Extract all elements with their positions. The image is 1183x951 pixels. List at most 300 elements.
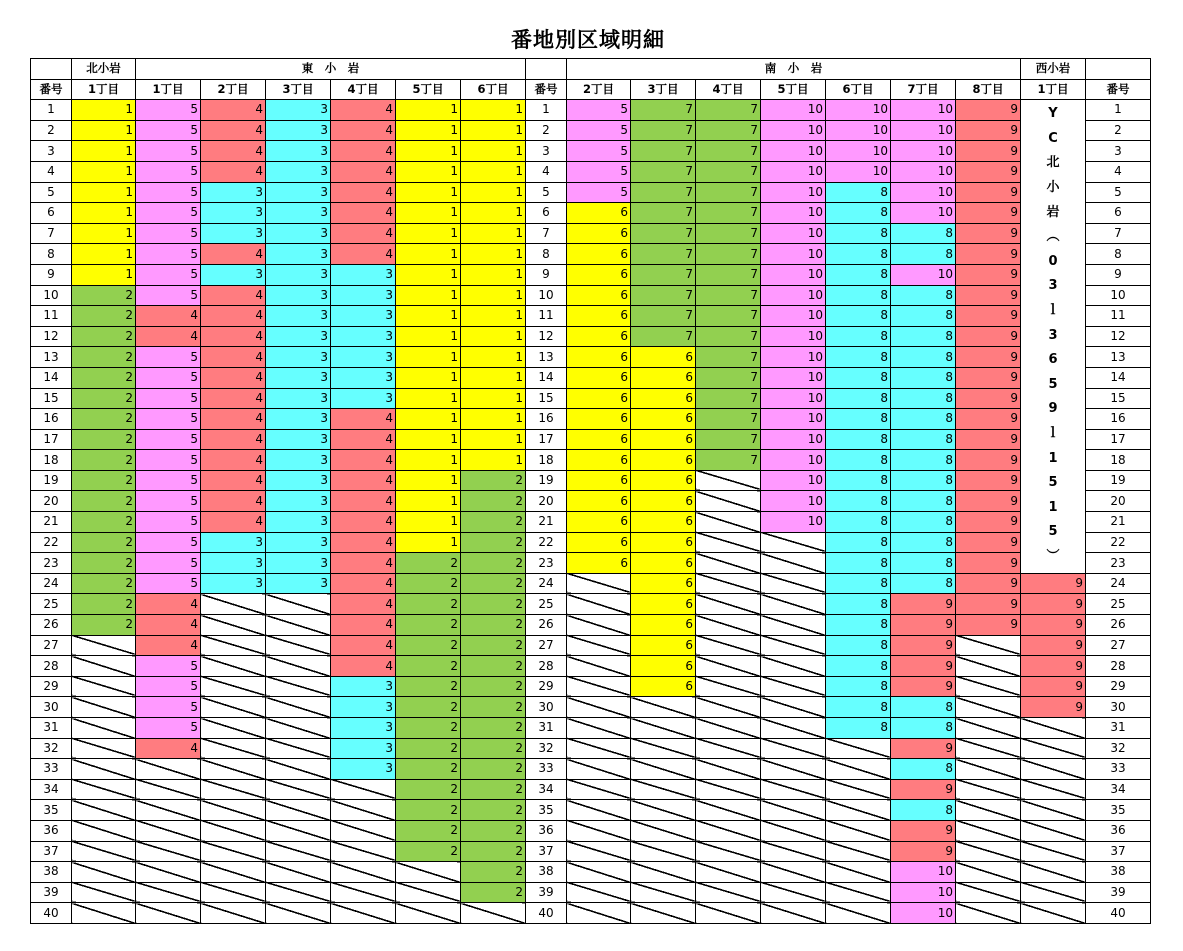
district-cell: 8: [826, 656, 891, 677]
district-cell: 8: [891, 326, 956, 347]
empty-cell: [761, 903, 826, 924]
row-number: 17: [31, 429, 72, 450]
row-number: 10: [526, 285, 567, 306]
table-row: [31, 779, 1151, 800]
district-cell: 9: [891, 820, 956, 841]
district-cell: 2: [72, 326, 136, 347]
empty-cell: [201, 635, 266, 656]
district-cell: 3: [266, 203, 331, 224]
district-cell: 5: [567, 161, 631, 182]
district-cell: 7: [631, 326, 696, 347]
empty-cell: [567, 779, 631, 800]
district-cell: 7: [631, 285, 696, 306]
district-cell: 1: [461, 203, 526, 224]
district-cell: 9: [956, 470, 1021, 491]
district-cell: 2: [461, 759, 526, 780]
empty-cell: [201, 759, 266, 780]
table-row: [31, 635, 1151, 656]
district-cell: 10: [891, 903, 956, 924]
row-number: 10: [31, 285, 72, 306]
row-number: 40: [31, 903, 72, 924]
district-cell: 1: [396, 491, 461, 512]
district-cell: 4: [201, 450, 266, 471]
row-number: 7: [31, 223, 72, 244]
column-header: 3丁目: [631, 79, 696, 100]
district-cell: 2: [461, 718, 526, 739]
empty-cell: [266, 903, 331, 924]
district-cell: 1: [396, 264, 461, 285]
row-number: 23: [526, 553, 567, 574]
district-cell: 3: [266, 491, 331, 512]
district-cell: 6: [631, 347, 696, 368]
district-cell: 10: [826, 161, 891, 182]
row-number: 30: [526, 697, 567, 718]
row-number: 35: [1086, 800, 1151, 821]
row-number: 9: [31, 264, 72, 285]
district-cell: 5: [567, 120, 631, 141]
row-number: 30: [1086, 697, 1151, 718]
table-body: [31, 100, 1151, 924]
row-number: 17: [1086, 429, 1151, 450]
district-cell: 3: [266, 388, 331, 409]
district-cell: 8: [891, 367, 956, 388]
empty-cell: [696, 882, 761, 903]
table-row: [31, 409, 1151, 430]
district-cell: 2: [461, 697, 526, 718]
table-row: [31, 367, 1151, 388]
row-number: 16: [1086, 409, 1151, 430]
district-cell: 2: [461, 882, 526, 903]
column-header: 5丁目: [396, 79, 461, 100]
district-cell: 1: [461, 450, 526, 471]
district-cell: 6: [567, 285, 631, 306]
district-cell: 4: [136, 594, 201, 615]
district-cell: 4: [201, 470, 266, 491]
row-number: 4: [1086, 161, 1151, 182]
empty-cell: [72, 841, 136, 862]
district-cell: 2: [72, 615, 136, 636]
empty-cell: [1021, 738, 1086, 759]
empty-cell: [72, 718, 136, 739]
district-cell: 6: [567, 388, 631, 409]
table-row: [31, 244, 1151, 265]
empty-cell: [331, 841, 396, 862]
district-cell: 4: [136, 635, 201, 656]
district-cell: 10: [891, 120, 956, 141]
district-cell: 4: [331, 512, 396, 533]
district-cell: 7: [696, 100, 761, 121]
district-cell: 5: [136, 697, 201, 718]
district-cell: 5: [136, 553, 201, 574]
district-cell: 2: [72, 594, 136, 615]
empty-cell: [761, 553, 826, 574]
header-group-minamikoiwa: 南 小 岩: [567, 59, 1021, 80]
district-cell: 10: [761, 470, 826, 491]
row-number: 36: [31, 820, 72, 841]
district-cell: 1: [461, 367, 526, 388]
empty-cell: [567, 903, 631, 924]
empty-cell: [72, 676, 136, 697]
district-cell: 6: [567, 347, 631, 368]
district-cell: 3: [266, 223, 331, 244]
row-number: 3: [31, 141, 72, 162]
district-cell: 3: [266, 367, 331, 388]
district-cell: 2: [396, 738, 461, 759]
district-cell: 1: [396, 409, 461, 430]
empty-cell: [72, 738, 136, 759]
district-cell: 5: [567, 141, 631, 162]
empty-cell: [1021, 718, 1086, 739]
district-cell: 3: [266, 100, 331, 121]
district-cell: 8: [826, 285, 891, 306]
district-cell: 8: [826, 697, 891, 718]
empty-cell: [72, 820, 136, 841]
table-row: [31, 615, 1151, 636]
empty-cell: [761, 594, 826, 615]
district-cell: 5: [136, 285, 201, 306]
district-cell: 9: [956, 388, 1021, 409]
empty-cell: [72, 882, 136, 903]
district-cell: 6: [567, 450, 631, 471]
row-number: 14: [31, 367, 72, 388]
table-row: [31, 450, 1151, 471]
district-cell: 2: [72, 512, 136, 533]
yc-char: ｌ: [1046, 302, 1060, 318]
table-row: [31, 264, 1151, 285]
empty-cell: [136, 800, 201, 821]
empty-cell: [201, 862, 266, 883]
district-cell: 1: [396, 141, 461, 162]
district-cell: 4: [201, 120, 266, 141]
district-cell: 1: [461, 306, 526, 327]
row-number: 5: [1086, 182, 1151, 203]
district-cell: 3: [201, 223, 266, 244]
district-cell: 9: [956, 409, 1021, 430]
empty-cell: [696, 820, 761, 841]
district-cell: 9: [956, 615, 1021, 636]
district-cell: 10: [891, 182, 956, 203]
district-cell: 7: [631, 223, 696, 244]
row-number: 20: [31, 491, 72, 512]
district-cell: 6: [567, 491, 631, 512]
district-cell: 4: [331, 615, 396, 636]
row-number: 31: [1086, 718, 1151, 739]
row-number: 34: [31, 779, 72, 800]
district-cell: 8: [826, 470, 891, 491]
district-cell: 10: [761, 347, 826, 368]
district-cell: 4: [331, 223, 396, 244]
district-cell: 7: [696, 347, 761, 368]
empty-cell: [761, 656, 826, 677]
empty-cell: [1021, 779, 1086, 800]
district-cell: 2: [461, 656, 526, 677]
district-cell: 2: [72, 306, 136, 327]
row-number: 40: [1086, 903, 1151, 924]
district-cell: 5: [136, 409, 201, 430]
row-number: 21: [526, 512, 567, 533]
district-cell: 7: [696, 285, 761, 306]
district-cell: 3: [266, 470, 331, 491]
district-cell: 1: [396, 285, 461, 306]
district-cell: 1: [461, 264, 526, 285]
district-cell: 10: [761, 285, 826, 306]
district-cell: 9: [891, 615, 956, 636]
empty-cell: [136, 841, 201, 862]
district-cell: 2: [461, 532, 526, 553]
district-cell: 6: [631, 553, 696, 574]
district-cell: 3: [266, 161, 331, 182]
district-cell: 10: [891, 264, 956, 285]
row-number: 11: [31, 306, 72, 327]
district-cell: 9: [956, 512, 1021, 533]
district-cell: 9: [956, 182, 1021, 203]
district-cell: 1: [72, 203, 136, 224]
district-cell: 8: [891, 244, 956, 265]
district-cell: 2: [396, 759, 461, 780]
district-cell: 3: [266, 409, 331, 430]
yc-char: 3: [1048, 278, 1058, 294]
district-cell: 9: [956, 532, 1021, 553]
empty-cell: [461, 903, 526, 924]
district-cell: 10: [761, 244, 826, 265]
empty-cell: [72, 656, 136, 677]
empty-cell: [331, 862, 396, 883]
empty-cell: [956, 697, 1021, 718]
district-cell: 8: [826, 615, 891, 636]
table-row: [31, 841, 1151, 862]
table-row: [31, 161, 1151, 182]
district-cell: 8: [891, 285, 956, 306]
table-row: [31, 800, 1151, 821]
district-cell: 10: [891, 862, 956, 883]
district-cell: 7: [696, 141, 761, 162]
district-cell: 1: [461, 120, 526, 141]
district-cell: 1: [461, 161, 526, 182]
row-number: 39: [526, 882, 567, 903]
district-cell: 9: [956, 429, 1021, 450]
table-row: [31, 388, 1151, 409]
district-cell: 6: [567, 512, 631, 533]
district-cell: 4: [331, 470, 396, 491]
district-cell: 4: [201, 100, 266, 121]
header-group-row: [31, 59, 1151, 80]
district-cell: 7: [696, 367, 761, 388]
column-header: 2丁目: [201, 79, 266, 100]
empty-cell: [396, 862, 461, 883]
district-cell: 1: [396, 326, 461, 347]
district-cell: 3: [201, 182, 266, 203]
district-cell: 3: [201, 203, 266, 224]
district-cell: 4: [331, 553, 396, 574]
row-number: 32: [31, 738, 72, 759]
empty-cell: [696, 656, 761, 677]
empty-cell: [266, 862, 331, 883]
yc-char: 0: [1048, 253, 1058, 269]
district-cell: 1: [72, 100, 136, 121]
empty-cell: [201, 820, 266, 841]
row-number: 34: [526, 779, 567, 800]
empty-cell: [956, 800, 1021, 821]
district-cell: 1: [461, 100, 526, 121]
empty-cell: [826, 738, 891, 759]
district-cell: 4: [331, 244, 396, 265]
column-header: 4丁目: [696, 79, 761, 100]
row-number: 15: [1086, 388, 1151, 409]
district-cell: 4: [201, 285, 266, 306]
yc-char: 1: [1048, 450, 1058, 466]
column-header: 番号: [31, 79, 72, 100]
yc-char: 1: [1048, 499, 1058, 515]
header-blank-right: [1086, 59, 1151, 80]
row-number: 16: [31, 409, 72, 430]
district-cell: 7: [631, 306, 696, 327]
empty-cell: [696, 573, 761, 594]
district-cell: 2: [396, 779, 461, 800]
row-number: 26: [526, 615, 567, 636]
empty-cell: [1021, 841, 1086, 862]
district-cell: 4: [331, 491, 396, 512]
empty-cell: [201, 656, 266, 677]
district-cell: 3: [331, 367, 396, 388]
district-cell: 1: [396, 429, 461, 450]
district-cell: 2: [72, 388, 136, 409]
yc-char: ｌ: [1046, 425, 1060, 441]
district-cell: 4: [331, 182, 396, 203]
yc-char: 5: [1048, 475, 1058, 491]
table-row: [31, 491, 1151, 512]
district-cell: 9: [956, 367, 1021, 388]
district-cell: 10: [891, 161, 956, 182]
empty-cell: [331, 779, 396, 800]
district-cell: 8: [891, 223, 956, 244]
row-number: 34: [1086, 779, 1151, 800]
district-cell: 2: [396, 718, 461, 739]
empty-cell: [631, 738, 696, 759]
district-cell: 7: [631, 161, 696, 182]
district-cell: 5: [136, 223, 201, 244]
district-cell: 8: [891, 573, 956, 594]
district-cell: 2: [396, 820, 461, 841]
row-number: 22: [1086, 532, 1151, 553]
empty-cell: [1021, 759, 1086, 780]
district-cell: 9: [956, 223, 1021, 244]
district-cell: 1: [461, 326, 526, 347]
table-row: [31, 429, 1151, 450]
district-cell: 3: [331, 285, 396, 306]
row-number: 31: [526, 718, 567, 739]
empty-cell: [761, 738, 826, 759]
yc-char: ︶: [1046, 548, 1060, 564]
yc-contact-note: [1021, 100, 1086, 574]
row-number: 36: [526, 820, 567, 841]
district-cell: 8: [826, 676, 891, 697]
empty-cell: [631, 820, 696, 841]
district-cell: 3: [266, 244, 331, 265]
district-cell: 6: [567, 223, 631, 244]
district-cell: 4: [201, 409, 266, 430]
row-number: 14: [526, 367, 567, 388]
empty-cell: [266, 841, 331, 862]
district-cell: 3: [266, 182, 331, 203]
district-cell: 9: [1021, 656, 1086, 677]
empty-cell: [201, 903, 266, 924]
district-cell: 10: [891, 203, 956, 224]
district-cell: 4: [136, 306, 201, 327]
empty-cell: [761, 615, 826, 636]
district-cell: 9: [956, 141, 1021, 162]
row-number: 28: [526, 656, 567, 677]
empty-cell: [696, 800, 761, 821]
district-cell: 2: [461, 800, 526, 821]
row-number: 9: [526, 264, 567, 285]
empty-cell: [1021, 800, 1086, 821]
row-number: 29: [31, 676, 72, 697]
empty-cell: [761, 882, 826, 903]
district-cell: 1: [396, 388, 461, 409]
district-cell: 10: [761, 491, 826, 512]
empty-cell: [201, 738, 266, 759]
empty-cell: [826, 841, 891, 862]
district-cell: 2: [72, 491, 136, 512]
district-cell: 9: [956, 161, 1021, 182]
district-cell: 9: [956, 285, 1021, 306]
empty-cell: [761, 718, 826, 739]
district-cell: 4: [201, 512, 266, 533]
district-cell: 8: [826, 491, 891, 512]
district-cell: 2: [461, 635, 526, 656]
row-number: 24: [526, 573, 567, 594]
district-cell: 3: [331, 388, 396, 409]
district-cell: 9: [1021, 676, 1086, 697]
empty-cell: [201, 676, 266, 697]
district-cell: 5: [136, 244, 201, 265]
row-number: 33: [31, 759, 72, 780]
empty-cell: [136, 862, 201, 883]
empty-cell: [696, 635, 761, 656]
district-cell: 5: [136, 470, 201, 491]
district-cell: 1: [461, 285, 526, 306]
empty-cell: [826, 800, 891, 821]
empty-cell: [396, 903, 461, 924]
row-number: 5: [31, 182, 72, 203]
district-cell: 8: [826, 512, 891, 533]
empty-cell: [266, 656, 331, 677]
column-header: 6丁目: [461, 79, 526, 100]
district-cell: 3: [331, 759, 396, 780]
district-cell: 1: [72, 161, 136, 182]
yc-char: Y: [1048, 106, 1058, 122]
empty-cell: [72, 779, 136, 800]
district-cell: 1: [461, 388, 526, 409]
district-cell: 3: [266, 553, 331, 574]
row-number: 31: [31, 718, 72, 739]
column-header: 5丁目: [761, 79, 826, 100]
table-row: [31, 532, 1151, 553]
district-cell: 1: [396, 244, 461, 265]
district-cell: 8: [826, 553, 891, 574]
district-cell: 4: [331, 532, 396, 553]
district-cell: 4: [331, 635, 396, 656]
row-number: 37: [31, 841, 72, 862]
district-cell: 2: [72, 532, 136, 553]
column-header: 1丁目: [1021, 79, 1086, 100]
district-cell: 3: [201, 532, 266, 553]
district-cell: 8: [826, 264, 891, 285]
row-number: 25: [31, 594, 72, 615]
row-number: 28: [31, 656, 72, 677]
table-row: [31, 862, 1151, 883]
district-cell: 8: [826, 532, 891, 553]
